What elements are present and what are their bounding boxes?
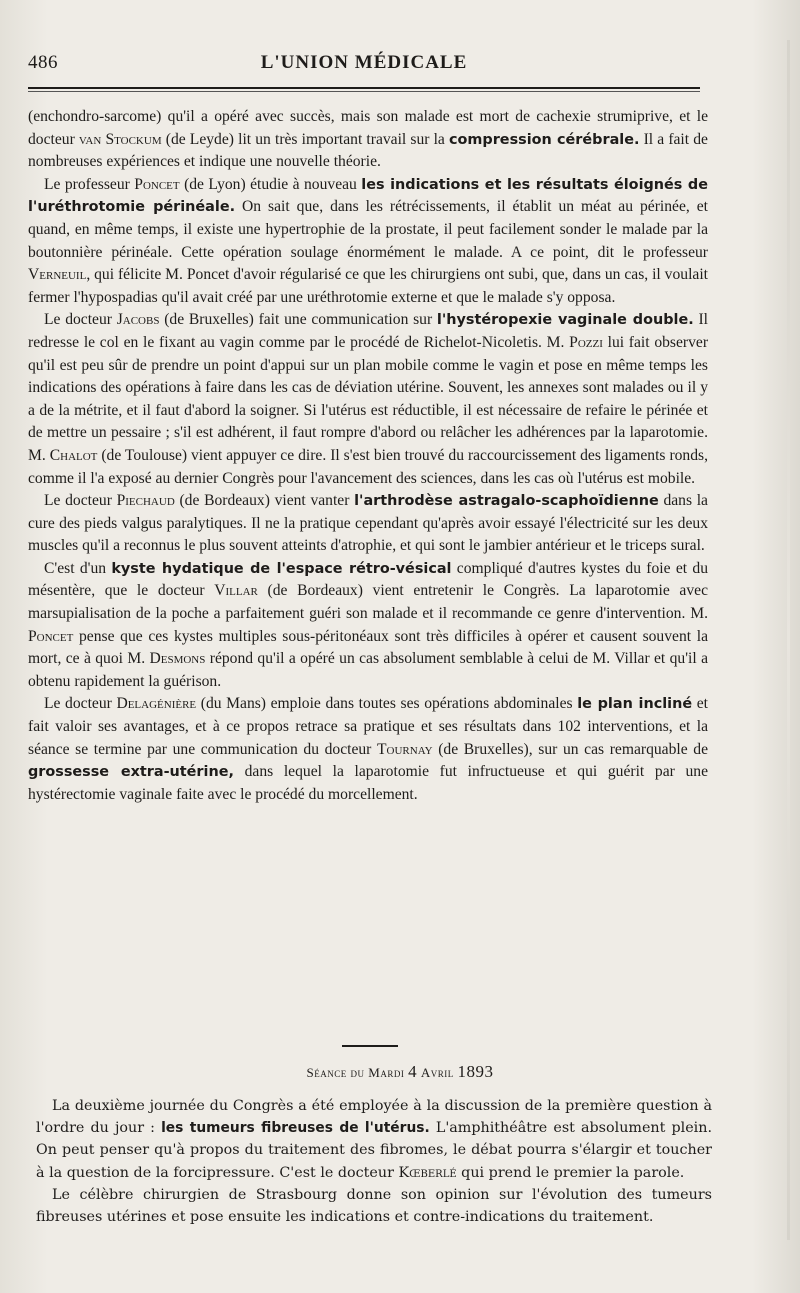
person-name: Tournay bbox=[377, 740, 433, 758]
text-run: Le docteur bbox=[44, 492, 117, 510]
paragraph-poncet bbox=[28, 174, 708, 310]
text-run: (de Bruxelles), sur un cas remarquable de bbox=[432, 740, 708, 758]
person-name: Poncet bbox=[134, 175, 180, 193]
bold-topic: l'hystéropexie vaginale double. bbox=[436, 312, 694, 329]
text-run: L'amphithéâtre est absolument plein. On peut penser qu'à propos du traitement des fibromes, le débat pourra s'élargir et toucher à la question de la forcipressure. C'est le docteur bbox=[36, 1120, 712, 1181]
text-run: (de Bordeaux) vient vanter bbox=[174, 492, 355, 510]
text-run: (enchondro-sarcome) qu'il a opéré avec succès, mais son malade est mort de cachexie strumiprive, et le docteur bbox=[28, 108, 708, 148]
text-run: (de Leyde) lit un très important travail sur la bbox=[161, 130, 449, 148]
person-name: Delagénière bbox=[116, 695, 197, 713]
session-month: Avril bbox=[420, 1065, 454, 1080]
person-name: Verneuil bbox=[28, 266, 87, 284]
text-run: Le docteur bbox=[44, 311, 117, 329]
text-run: pense que ces kystes multiples sous-péritonéaux sont très difficiles à opérer et causent souvent la mort, ce à quoi M. bbox=[28, 627, 708, 668]
text-run: (de Lyon) étudie à nouveau bbox=[179, 175, 362, 193]
session-heading bbox=[0, 1062, 800, 1082]
paragraph-jacobs bbox=[28, 309, 708, 490]
person-name: Chalot bbox=[49, 446, 98, 464]
text-run: (du Mans) emploie dans toutes ses opérations abdominales bbox=[196, 695, 578, 713]
person-name: Pozzi bbox=[569, 333, 603, 351]
page-number: 486 bbox=[28, 52, 58, 73]
person-name: Kœberlé bbox=[398, 1164, 457, 1181]
paragraph-stockum bbox=[28, 106, 708, 174]
text-run: dans lequel la laparotomie fut infructueuse et qui guérit par une hystérectomie vaginale faite avec le procédé du morcellement. bbox=[28, 763, 708, 803]
person-name: Poncet bbox=[28, 627, 74, 645]
paragraph-villar bbox=[28, 558, 708, 694]
text-run: , qui félicite M. Poncet d'avoir régularisé ce que les chirurgiens ont subi, que, dans un cas, il voulait fermer l'hypospadias qu'il avait créé par une uréthrotomie externe et que le malade s'y opposa. bbox=[28, 266, 708, 306]
person-name: Piechaud bbox=[116, 492, 175, 510]
page-header bbox=[28, 48, 700, 78]
header-rule-thin bbox=[28, 91, 700, 92]
text-run: (de Bruxelles) fait une communication sur bbox=[159, 311, 437, 329]
session-year: 1893 bbox=[457, 1062, 494, 1081]
person-name: van Stockum bbox=[78, 130, 162, 148]
text-run: Il a fait de nombreuses expériences et indique une nouvelle théorie. bbox=[28, 130, 708, 171]
section-divider bbox=[342, 1045, 398, 1047]
bold-topic: compression cérébrale. bbox=[449, 131, 640, 148]
person-name: Jacobs bbox=[116, 311, 160, 329]
text-run: Le célèbre chirurgien de Strasbourg donne son opinion sur l'évolution des tumeurs fibreuses utérines et pose ensuite les indications et contre-indications du traitement. bbox=[36, 1186, 712, 1226]
paragraph-piechaud bbox=[28, 490, 708, 558]
bold-topic: les indications et les résultats éloignés de l'uréthrotomie périnéale. bbox=[28, 176, 708, 216]
text-run: lui fait observer qu'il est peu sûr de prendre un point d'appui sur un plan mobile comme le vagin et pose en même temps les indications des opérations à faire dans les cas de déviation utérine. Souvent, les annexes sont malades ou il y a de la métrite, et il faut d'abord la soigner. Si l'utérus est réductible, il est nécessaire de refaire le périnée et de mettre un pessaire ; s'il est adhérent, il faut rompre d'abord ou relâcher les adhérences par la laparotomie. M. bbox=[28, 333, 709, 464]
text-run: On sait que, dans les rétrécissements, il établit un méat au périnée, et quand, en même temps, il existe une hypertrophie de la prostate, il peut facilement sonder le malade par la boutonnière périnéale. Cette opération soulage énormément le malade. A ce point, dit le professeur bbox=[28, 198, 708, 261]
text-run: compliqué d'autres kystes du foie et du mésentère, que le docteur bbox=[28, 559, 709, 600]
bold-topic: le plan incliné bbox=[577, 696, 693, 713]
article-body-part-2 bbox=[36, 1095, 712, 1228]
bold-topic: kyste hydatique de l'espace rétro-vésical bbox=[111, 560, 452, 577]
text-run: Le docteur bbox=[44, 695, 117, 713]
person-name: Desmons bbox=[149, 650, 206, 668]
text-run: qui prend le premier la parole. bbox=[456, 1164, 685, 1181]
header-rule bbox=[28, 87, 700, 89]
session-day: 4 bbox=[408, 1062, 418, 1081]
paragraph-fibromes bbox=[36, 1095, 712, 1184]
text-run: et fait valoir ses avantages, et à ce propos retrace sa pratique et ses résultats dans 102 interventions, et la séance se termine par une communication du docteur bbox=[28, 695, 708, 758]
text-run: dans la cure des pieds valgus paralytiques. Il ne la pratique cependant qu'après avoir essayé l'électricité sur les deux muscles qu'il a reconnus le plus souvent atteints d'atrophie, et qui sont le jambier antérieur et le triceps sural. bbox=[28, 492, 708, 555]
text-run: (de Bordeaux) vient entretenir le Congrès. La laparotomie avec marsupialisation de la poche a parfaitement guéri son malade et il recommande ce genre d'intervention. M. bbox=[28, 582, 708, 623]
bold-topic: l'arthrodèse astragalo-scaphoïdienne bbox=[354, 493, 659, 510]
text-run: répond qu'il a opéré un cas absolument semblable à celui de M. Villar et qu'il a obtenu rapidement la guérison. bbox=[28, 650, 708, 690]
paragraph-strasbourg bbox=[36, 1184, 712, 1228]
text-run: (de Toulouse) vient appuyer ce dire. Il s'est bien trouvé du raccourcissement des ligaments ronds, comme il l'a exposé au dernier Congrès pour l'avancement des sciences, dans les cas où l'utérus est mobile. bbox=[28, 446, 708, 487]
scan-edge-shadow bbox=[787, 40, 790, 1240]
article-body-part-1 bbox=[28, 106, 708, 806]
session-heading-label: Séance du Mardi bbox=[306, 1065, 405, 1080]
bold-topic: grossesse extra-utérine, bbox=[28, 764, 234, 781]
text-run: Il redresse le col en le fixant au vagin comme par le procédé de Richelot-Nicoletis. M. bbox=[28, 311, 708, 351]
paragraph-delageniere bbox=[28, 693, 708, 806]
bold-topic: les tumeurs fibreuses de l'utérus. bbox=[161, 1120, 430, 1137]
person-name: Villar bbox=[214, 582, 258, 600]
running-title: L'UNION MÉDICALE bbox=[260, 52, 468, 73]
text-run: Le professeur bbox=[44, 175, 135, 193]
text-run: C'est d'un bbox=[44, 559, 112, 577]
text-run: La deuxième journée du Congrès a été employée à la discussion de la première question à l'ordre du jour : bbox=[36, 1098, 712, 1137]
